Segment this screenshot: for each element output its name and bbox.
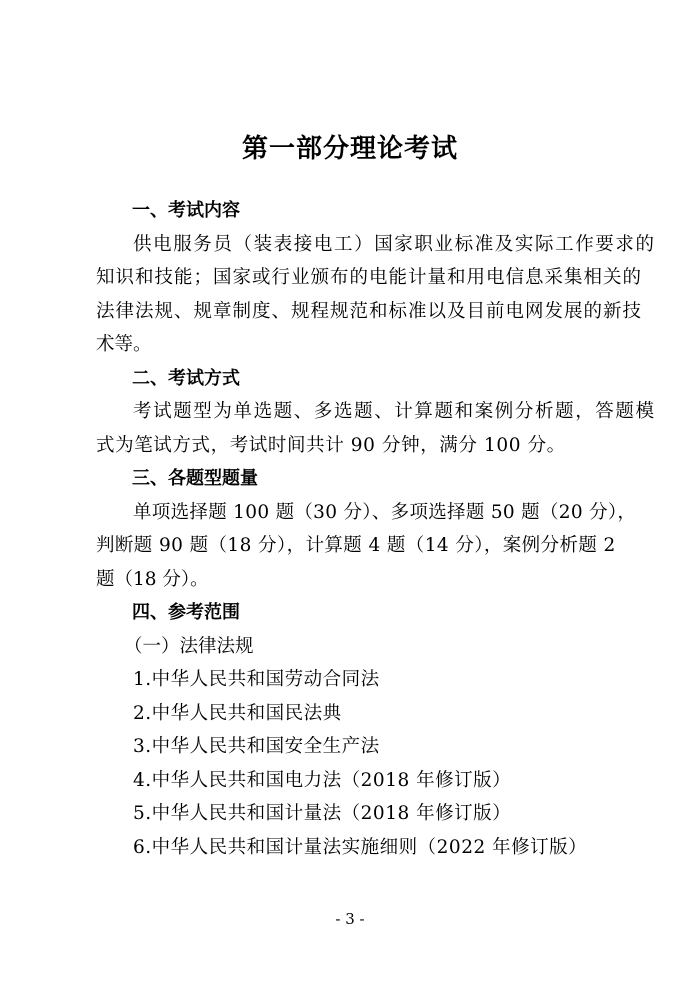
list-item: 3.中华人民共和国安全生产法 <box>133 736 380 757</box>
paragraph-line: 考试题型为单选题、多选题、计算题和案例分析题，答题模 <box>133 401 656 422</box>
paragraph-line: 术等。 <box>96 334 152 355</box>
section-heading-reference-scope: 四、参考范围 <box>132 602 240 623</box>
list-item: 1.中华人民共和国劳动合同法 <box>133 669 380 690</box>
section-heading-question-counts: 三、各题型题量 <box>132 468 258 489</box>
section-heading-exam-content: 一、考试内容 <box>132 200 240 221</box>
paragraph-line: 题（18 分）。 <box>96 568 209 590</box>
paragraph-line: 单项选择题 100 题（30 分）、多项选择题 50 题（20 分）， <box>133 501 637 523</box>
paragraph-line: 知识和技能；国家或行业颁布的电能计量和用电信息采集相关的 <box>96 267 643 288</box>
list-item: 4.中华人民共和国电力法（2018 年修订版） <box>133 769 512 791</box>
page-number: - 3 - <box>335 910 365 928</box>
paragraph-line: 法律法规、规章制度、规程规范和标准以及目前电网发展的新技 <box>96 300 643 322</box>
section-heading-exam-format: 二、考试方式 <box>132 367 240 389</box>
paragraph-line: 供电服务员（装表接电工）国家职业标准及实际工作要求的 <box>133 233 656 255</box>
page-title: 第一部分理论考试 <box>241 134 458 164</box>
list-item: 2.中华人民共和国民法典 <box>133 702 342 724</box>
paragraph-line: 判断题 90 题（18 分），计算题 4 题（14 分），案例分析题 2 <box>96 535 616 556</box>
list-item: 5.中华人民共和国计量法（2018 年修订版） <box>133 803 512 824</box>
subsection-heading-laws: （一）法律法规 <box>124 635 254 657</box>
paragraph-line: 式为笔试方式，考试时间共计 90 分钟，满分 100 分。 <box>96 434 566 456</box>
document-body <box>96 194 656 864</box>
list-item: 6.中华人民共和国计量法实施细则（2022 年修订版） <box>133 836 588 858</box>
